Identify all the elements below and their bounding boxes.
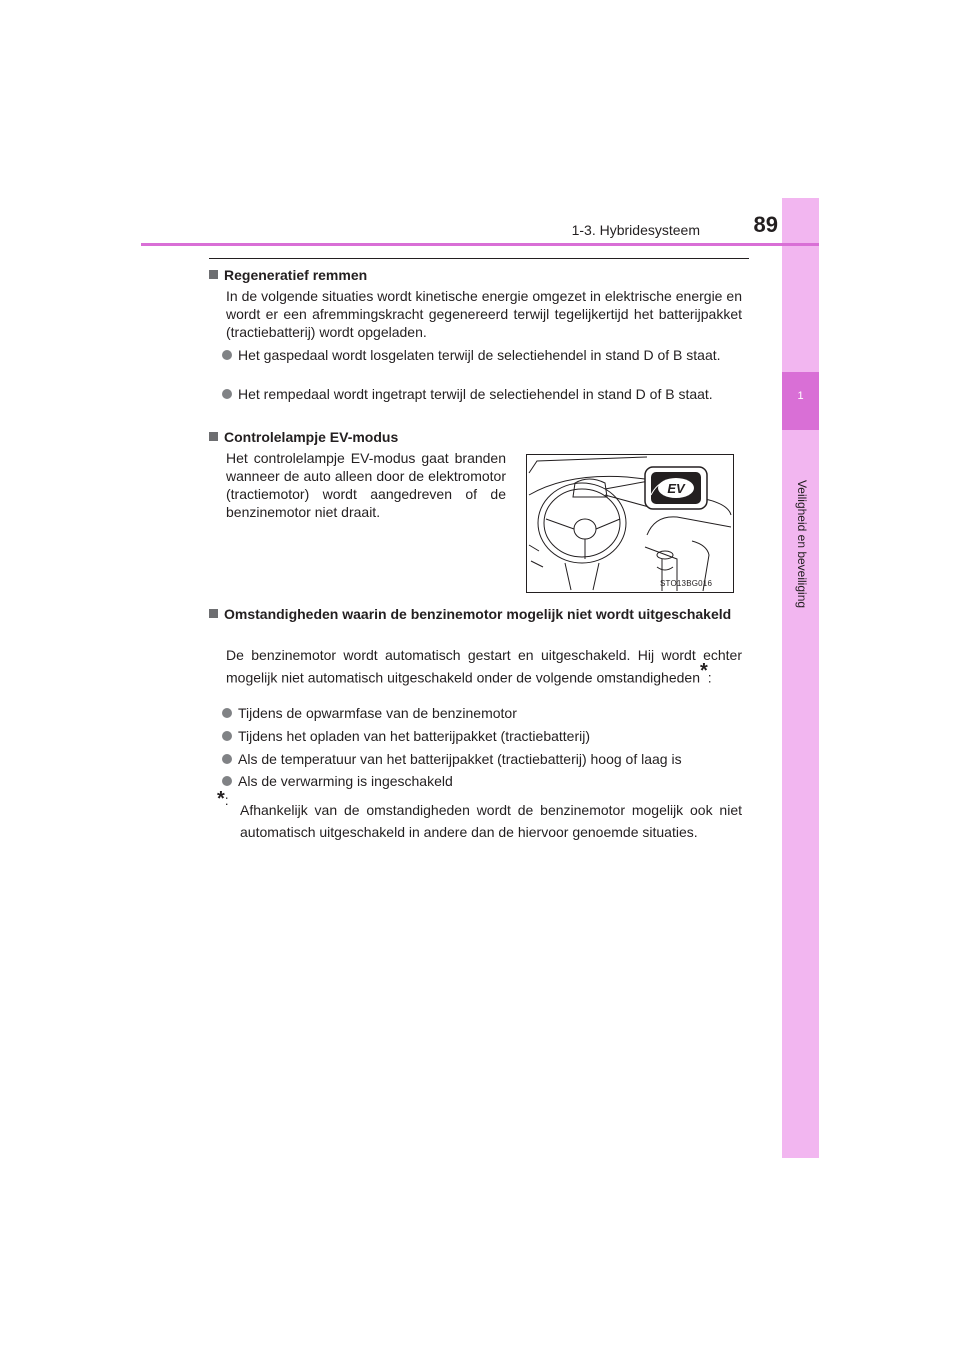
regen-intro: In de volgende situaties wordt kinetische energie omgezet in elektrische energie en wordt er een afremmingskracht gegenereerd terwijl tegelijkertijd het batterijpakket (tractiebatterij) wordt opgeladen. [226, 288, 742, 340]
asterisk-marker: * [699, 660, 708, 682]
bullet-dot-icon [222, 754, 232, 764]
heading-omstandigheden: Omstandigheden waarin de benzinemotor mogelijk niet wordt uitgeschakeld [209, 605, 749, 623]
chapter-title: Veiligheid en beveiliging [795, 479, 809, 609]
bullet-dot-icon [222, 350, 232, 360]
omst-bullet-4: Als de verwarming is ingeschakeld [238, 772, 742, 790]
heading-square-icon [209, 432, 218, 441]
footnote-marker: *: [217, 788, 229, 810]
heading-regeneratief-remmen: Regeneratief remmen [209, 266, 749, 284]
chapter-number: 1 [797, 390, 804, 402]
omst-bullet-2: Tijdens het opladen van het batterijpakket (tractiebatterij) [238, 727, 742, 745]
omst-bullet-3: Als de temperatuur van het batterijpakket (tractiebatterij) hoog of laag is [238, 750, 742, 768]
bullet-dot-icon [222, 708, 232, 718]
bullet-dot-icon [222, 776, 232, 786]
section-title: 1-3. Hybridesysteem [571, 222, 700, 238]
footnote-text: Afhankelijk van de omstandigheden wordt de benzinemotor mogelijk ook niet automatisch uitgeschakeld in andere dan de hiervoor genoemde situaties. [240, 802, 742, 840]
heading-square-icon [209, 609, 218, 618]
regen-bullet-2: Het rempedaal wordt ingetrapt terwijl de selectiehendel in stand D of B staat. [238, 385, 742, 403]
omst-intro: De benzinemotor wordt automatisch gestart en uitgeschakeld. Hij wordt echter mogelijk niet automatisch uitgeschakeld onder de volgende omstandigheden*: [226, 647, 742, 686]
bullet-dot-icon [222, 389, 232, 399]
page-number: 89 [753, 212, 778, 237]
ev-indicator-figure [526, 454, 734, 593]
regen-bullet-1: Het gaspedaal wordt losgelaten terwijl de selectiehendel in stand D of B staat. [238, 346, 742, 364]
omst-bullet-1: Tijdens de opwarmfase van de benzinemotor [238, 704, 742, 722]
ev-text: Het controlelampje EV-modus gaat branden wanneer de auto alleen door de elektromotor (tractiemotor) wordt aangedreven of de benzinemotor niet draait. [226, 450, 506, 520]
heading-controlelampje-ev: Controlelampje EV-modus [209, 428, 749, 446]
bullet-dot-icon [222, 731, 232, 741]
header-divider [141, 243, 819, 246]
heading-square-icon [209, 270, 218, 279]
ev-indicator-label: EV [667, 481, 685, 496]
figure-code: STO13BG016 [660, 579, 713, 588]
dashboard-illustration [527, 455, 733, 592]
side-chapter-tab [782, 198, 819, 1158]
content-top-rule [209, 258, 749, 259]
